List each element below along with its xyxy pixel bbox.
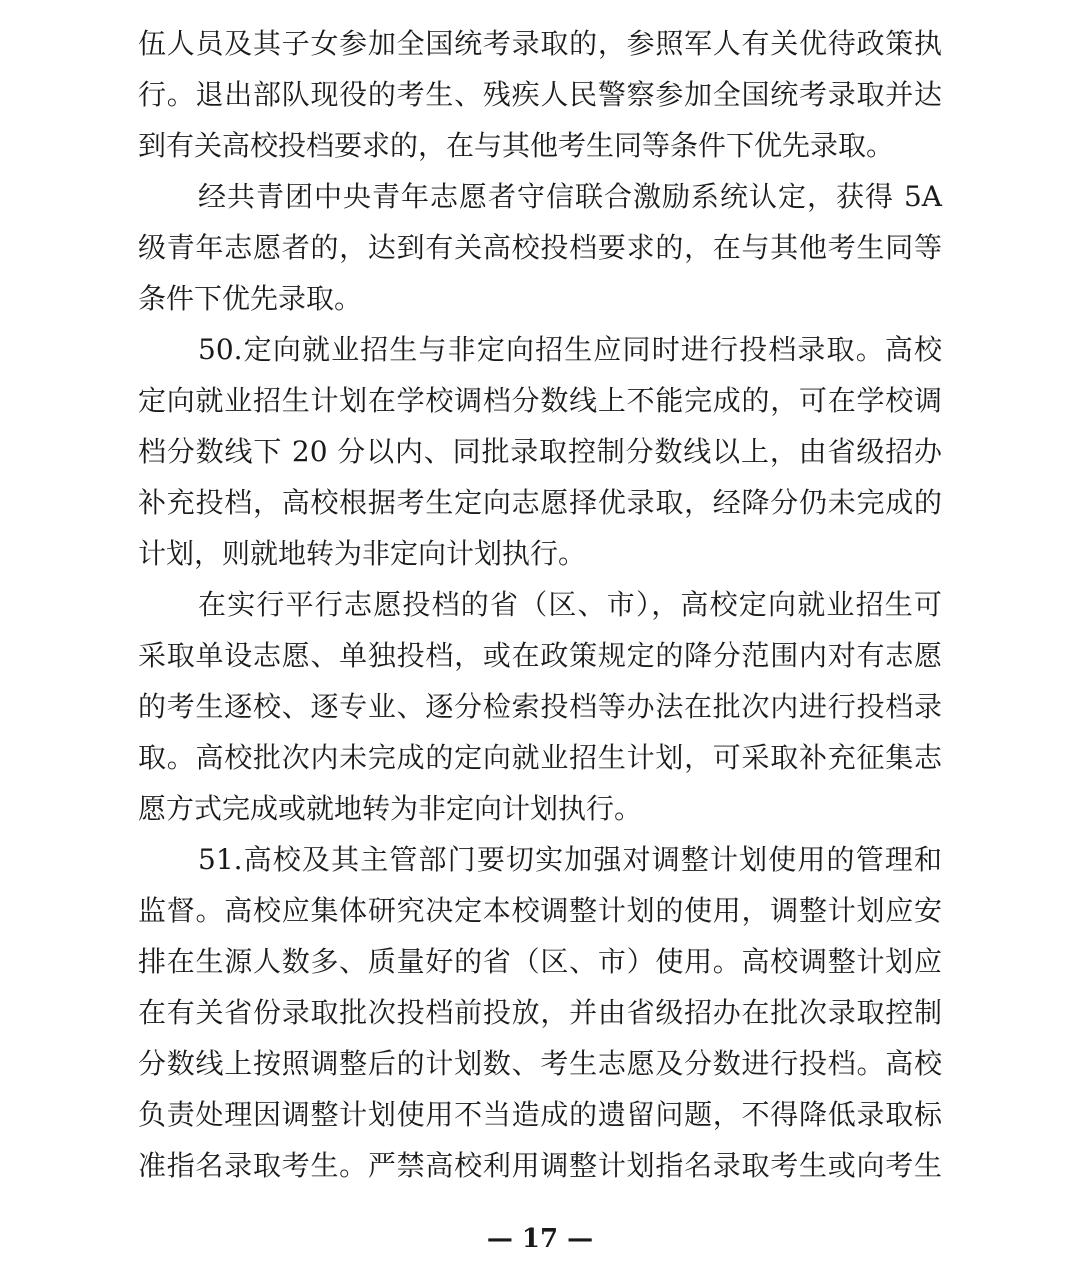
text-line: 行。退出部队现役的考生、残疾人民警察参加全国统考录取并达 — [138, 78, 942, 111]
text-line: 51.高校及其主管部门要切实加强对调整计划使用的管理和 — [198, 843, 942, 876]
text-line: 排在生源人数多、质量好的省（区、市）使用。高校调整计划应 — [138, 945, 942, 978]
text-line: 准指名录取考生。严禁高校利用调整计划指名录取考生或向考生 — [138, 1149, 942, 1182]
page-number: — 17 — — [486, 1224, 594, 1254]
text-line: 在有关省份录取批次投档前投放，并由省级招办在批次录取控制 — [138, 996, 942, 1029]
text-line: 定向就业招生计划在学校调档分数线上不能完成的，可在学校调 — [138, 384, 942, 417]
text-line: 条件下优先录取。 — [138, 282, 363, 315]
text-line: 50.定向就业招生与非定向招生应同时进行投档录取。高校 — [198, 333, 942, 366]
text-line: 在实行平行志愿投档的省（区、市），高校定向就业招生可 — [198, 588, 942, 621]
text-line: 愿方式完成或就地转为非定向计划执行。 — [138, 792, 643, 825]
text-line: 级青年志愿者的，达到有关高校投档要求的，在与其他考生同等 — [138, 231, 942, 264]
text-line: 负责处理因调整计划使用不当造成的遗留问题，不得降低录取标 — [138, 1098, 942, 1131]
text-line: 伍人员及其子女参加全国统考录取的，参照军人有关优待政策执 — [138, 27, 942, 60]
text-line: 补充投档，高校根据考生定向志愿择优录取，经降分仍未完成的 — [138, 486, 942, 519]
text-line: 到有关高校投档要求的，在与其他考生同等条件下优先录取。 — [138, 129, 895, 162]
text-line: 取。高校批次内未完成的定向就业招生计划，可采取补充征集志 — [138, 741, 942, 774]
text-line: 档分数线下 20 分以内、同批录取控制分数线以上，由省级招办 — [138, 435, 942, 468]
text-line: 监督。高校应集体研究决定本校调整计划的使用，调整计划应安 — [138, 894, 942, 927]
text-line: 分数线上按照调整后的计划数、考生志愿及分数进行投档。高校 — [138, 1047, 942, 1080]
text-line: 经共青团中央青年志愿者守信联合激励系统认定，获得 5A — [198, 180, 942, 213]
text-line: 计划，则就地转为非定向计划执行。 — [138, 537, 587, 570]
body-text — [138, 18, 942, 1191]
text-line: 的考生逐校、逐专业、逐分检索投档等办法在批次内进行投档录 — [138, 690, 942, 723]
text-line: 采取单设志愿、单独投档，或在政策规定的降分范围内对有志愿 — [138, 639, 942, 672]
